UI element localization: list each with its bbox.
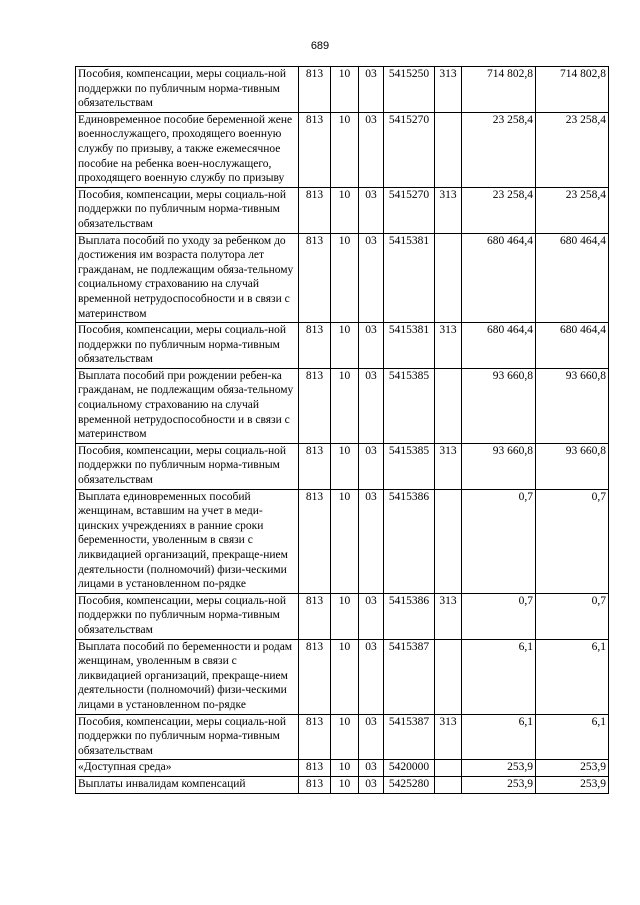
subsection-code-cell: 03 — [359, 639, 384, 714]
budget-table — [75, 66, 609, 794]
ministry-code-cell: 813 — [299, 593, 331, 639]
table-row — [76, 714, 609, 760]
table-row — [76, 593, 609, 639]
subsection-code-cell: 03 — [359, 368, 384, 443]
row-name-cell: Пособия, компенсации, меры социаль-ной поддержки по публичным норма-тивным обязательствам — [76, 323, 299, 369]
section-code-cell: 10 — [331, 593, 359, 639]
ministry-code-cell: 813 — [299, 187, 331, 233]
amount-second-cell: 6,1 — [536, 639, 609, 714]
ministry-code-cell: 813 — [299, 112, 331, 187]
row-name-cell: Выплата пособий по беременности и родам женщинам, уволенным в связи с ликвидацией организаций, прекраще-нием деятельности (полномочий) физи-ческими лицами в установленном по-рядке — [76, 639, 299, 714]
row-name-cell: Пособия, компенсации, меры социаль-ной поддержки по публичным норма-тивным обязательствам — [76, 714, 299, 760]
expense-type-cell — [435, 639, 462, 714]
amount-second-cell: 23 258,4 — [536, 112, 609, 187]
row-name-cell: «Доступная среда» — [76, 760, 299, 777]
amount-second-cell: 680 464,4 — [536, 233, 609, 323]
subsection-code-cell: 03 — [359, 112, 384, 187]
row-name-cell: Единовременное пособие беременной жене военнослужащего, проходящего военную службу по призыву, а также ежемесячное пособие на ребенка воен-нослужащего, проходящего военную службу по призыву — [76, 112, 299, 187]
row-name-cell: Пособия, компенсации, меры социаль-ной поддержки по публичным норма-тивным обязательствам — [76, 443, 299, 489]
amount-first-cell: 23 258,4 — [462, 187, 536, 233]
section-code-cell: 10 — [331, 112, 359, 187]
amount-first-cell: 680 464,4 — [462, 233, 536, 323]
target-article-cell: 5415381 — [384, 323, 435, 369]
section-code-cell: 10 — [331, 760, 359, 777]
subsection-code-cell: 03 — [359, 776, 384, 793]
target-article-cell: 5415387 — [384, 714, 435, 760]
amount-first-cell: 253,9 — [462, 776, 536, 793]
amount-second-cell: 93 660,8 — [536, 443, 609, 489]
target-article-cell: 5415387 — [384, 639, 435, 714]
expense-type-cell: 313 — [435, 67, 462, 113]
row-name-cell: Выплаты инвалидам компенсаций — [76, 776, 299, 793]
target-article-cell: 5425280 — [384, 776, 435, 793]
amount-first-cell: 93 660,8 — [462, 368, 536, 443]
target-article-cell: 5415250 — [384, 67, 435, 113]
subsection-code-cell: 03 — [359, 233, 384, 323]
target-article-cell: 5415386 — [384, 489, 435, 593]
ministry-code-cell: 813 — [299, 443, 331, 489]
subsection-code-cell: 03 — [359, 593, 384, 639]
amount-second-cell: 0,7 — [536, 593, 609, 639]
row-name-cell: Пособия, компенсации, меры социаль-ной поддержки по публичным норма-тивным обязательствам — [76, 593, 299, 639]
table-row — [76, 639, 609, 714]
target-article-cell: 5420000 — [384, 760, 435, 777]
section-code-cell: 10 — [331, 187, 359, 233]
section-code-cell: 10 — [331, 443, 359, 489]
row-name-cell: Пособия, компенсации, меры социаль-ной поддержки по публичным норма-тивным обязательствам — [76, 187, 299, 233]
expense-type-cell — [435, 368, 462, 443]
ministry-code-cell: 813 — [299, 639, 331, 714]
amount-first-cell: 680 464,4 — [462, 323, 536, 369]
ministry-code-cell: 813 — [299, 233, 331, 323]
subsection-code-cell: 03 — [359, 760, 384, 777]
subsection-code-cell: 03 — [359, 323, 384, 369]
expense-type-cell — [435, 489, 462, 593]
subsection-code-cell: 03 — [359, 187, 384, 233]
expense-type-cell — [435, 112, 462, 187]
target-article-cell: 5415385 — [384, 368, 435, 443]
table-row — [76, 112, 609, 187]
table-row — [76, 187, 609, 233]
ministry-code-cell: 813 — [299, 489, 331, 593]
amount-first-cell: 0,7 — [462, 593, 536, 639]
amount-first-cell: 6,1 — [462, 714, 536, 760]
table-row — [76, 67, 609, 113]
amount-second-cell: 93 660,8 — [536, 368, 609, 443]
target-article-cell: 5415381 — [384, 233, 435, 323]
amount-first-cell: 253,9 — [462, 760, 536, 777]
target-article-cell: 5415386 — [384, 593, 435, 639]
table-row — [76, 233, 609, 323]
expense-type-cell — [435, 233, 462, 323]
table-row — [76, 368, 609, 443]
expense-type-cell — [435, 776, 462, 793]
section-code-cell: 10 — [331, 368, 359, 443]
ministry-code-cell: 813 — [299, 776, 331, 793]
section-code-cell: 10 — [331, 67, 359, 113]
section-code-cell: 10 — [331, 233, 359, 323]
table-row — [76, 489, 609, 593]
expense-type-cell: 313 — [435, 593, 462, 639]
row-name-cell: Пособия, компенсации, меры социаль-ной поддержки по публичным норма-тивным обязательствам — [76, 67, 299, 113]
amount-first-cell: 6,1 — [462, 639, 536, 714]
section-code-cell: 10 — [331, 323, 359, 369]
ministry-code-cell: 813 — [299, 323, 331, 369]
expense-type-cell: 313 — [435, 443, 462, 489]
table-row — [76, 443, 609, 489]
amount-second-cell: 23 258,4 — [536, 187, 609, 233]
ministry-code-cell: 813 — [299, 714, 331, 760]
amount-first-cell: 23 258,4 — [462, 112, 536, 187]
subsection-code-cell: 03 — [359, 489, 384, 593]
page-number: 689 — [310, 40, 330, 52]
amount-second-cell: 253,9 — [536, 760, 609, 777]
row-name-cell: Выплата пособий при рождении ребен-ка гражданам, не подлежащим обяза-тельному социальному страхованию на случай временной нетрудоспособности и в связи с материнством — [76, 368, 299, 443]
target-article-cell: 5415270 — [384, 112, 435, 187]
amount-first-cell: 0,7 — [462, 489, 536, 593]
table-row — [76, 323, 609, 369]
amount-second-cell: 0,7 — [536, 489, 609, 593]
amount-second-cell: 253,9 — [536, 776, 609, 793]
expense-type-cell — [435, 760, 462, 777]
amount-second-cell: 6,1 — [536, 714, 609, 760]
table-row — [76, 776, 609, 793]
amount-first-cell: 714 802,8 — [462, 67, 536, 113]
ministry-code-cell: 813 — [299, 760, 331, 777]
expense-type-cell: 313 — [435, 323, 462, 369]
amount-second-cell: 714 802,8 — [536, 67, 609, 113]
section-code-cell: 10 — [331, 714, 359, 760]
subsection-code-cell: 03 — [359, 67, 384, 113]
target-article-cell: 5415270 — [384, 187, 435, 233]
subsection-code-cell: 03 — [359, 443, 384, 489]
expense-type-cell: 313 — [435, 714, 462, 760]
amount-second-cell: 680 464,4 — [536, 323, 609, 369]
target-article-cell: 5415385 — [384, 443, 435, 489]
section-code-cell: 10 — [331, 489, 359, 593]
ministry-code-cell: 813 — [299, 368, 331, 443]
row-name-cell: Выплата пособий по уходу за ребенком до достижения им возраста полутора лет гражданам, не подлежащим обяза-тельному социальному страхованию на случай временной нетрудоспособности и в связи с материнством — [76, 233, 299, 323]
table-row — [76, 760, 609, 777]
section-code-cell: 10 — [331, 776, 359, 793]
subsection-code-cell: 03 — [359, 714, 384, 760]
ministry-code-cell: 813 — [299, 67, 331, 113]
expense-type-cell: 313 — [435, 187, 462, 233]
row-name-cell: Выплата единовременных пособий женщинам, вставшим на учет в меди-цинских учреждениях в ранние сроки беременности, уволенным в связи с ликвидацией организаций, прекраще-нием деятельности (полномочий) физи-ческими лицами в установленном по-рядке — [76, 489, 299, 593]
amount-first-cell: 93 660,8 — [462, 443, 536, 489]
section-code-cell: 10 — [331, 639, 359, 714]
